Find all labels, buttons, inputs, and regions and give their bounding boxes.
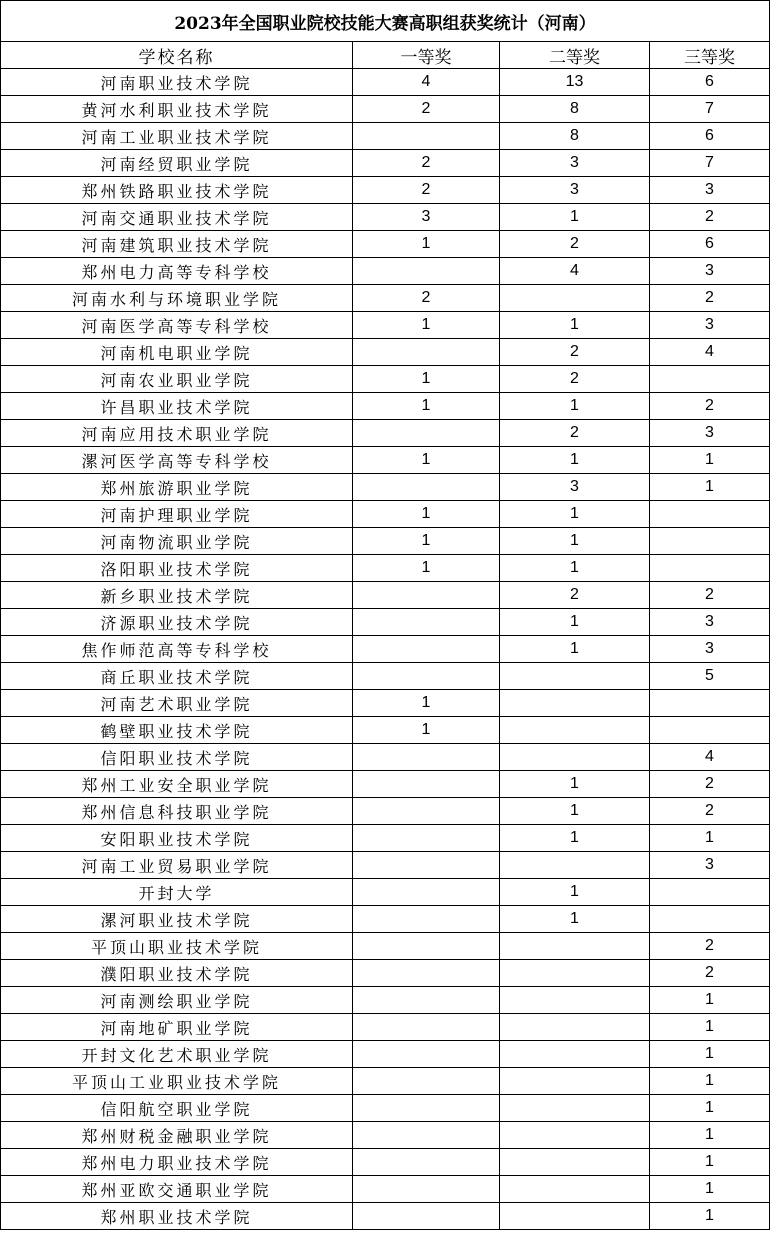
- second-prize-cell[interactable]: 8: [500, 123, 650, 150]
- table-row: [1, 69, 770, 96]
- school-name-cell[interactable]: 河南工业职业技术学院: [1, 123, 353, 150]
- second-prize-cell[interactable]: 1: [500, 771, 650, 798]
- first-prize-cell[interactable]: 1: [353, 717, 500, 744]
- header-first-prize[interactable]: 一等奖: [353, 42, 500, 69]
- school-name-cell[interactable]: 河南建筑职业技术学院: [1, 231, 353, 258]
- second-prize-cell[interactable]: [500, 1014, 650, 1041]
- third-prize-cell[interactable]: 1: [650, 987, 770, 1014]
- table-row: [1, 393, 770, 420]
- first-prize-cell[interactable]: [353, 852, 500, 879]
- table-row: [1, 933, 770, 960]
- table-row: [1, 528, 770, 555]
- table-row: [1, 555, 770, 582]
- second-prize-cell[interactable]: [500, 1149, 650, 1176]
- table-row: [1, 150, 770, 177]
- third-prize-cell[interactable]: 2: [650, 204, 770, 231]
- first-prize-cell[interactable]: [353, 1041, 500, 1068]
- first-prize-cell[interactable]: 4: [353, 69, 500, 96]
- second-prize-cell[interactable]: [500, 1176, 650, 1203]
- third-prize-cell[interactable]: 3: [650, 636, 770, 663]
- second-prize-cell[interactable]: 1: [500, 636, 650, 663]
- table-body: [1, 69, 770, 1230]
- second-prize-cell[interactable]: [500, 285, 650, 312]
- second-prize-cell[interactable]: [500, 717, 650, 744]
- second-prize-cell[interactable]: 1: [500, 312, 650, 339]
- table-row: [1, 582, 770, 609]
- first-prize-cell[interactable]: 1: [353, 501, 500, 528]
- school-name-cell[interactable]: 商丘职业技术学院: [1, 663, 353, 690]
- first-prize-cell[interactable]: [353, 960, 500, 987]
- table-row: [1, 852, 770, 879]
- second-prize-cell[interactable]: [500, 933, 650, 960]
- first-prize-cell[interactable]: [353, 1095, 500, 1122]
- third-prize-cell[interactable]: 2: [650, 960, 770, 987]
- table-row: [1, 1176, 770, 1203]
- school-name-cell[interactable]: 河南护理职业学院: [1, 501, 353, 528]
- third-prize-cell[interactable]: 2: [650, 771, 770, 798]
- table-row: [1, 312, 770, 339]
- header-second-prize[interactable]: 二等奖: [500, 42, 650, 69]
- first-prize-cell[interactable]: 1: [353, 366, 500, 393]
- first-prize-cell[interactable]: [353, 609, 500, 636]
- third-prize-cell[interactable]: 1: [650, 1149, 770, 1176]
- second-prize-cell[interactable]: 3: [500, 474, 650, 501]
- first-prize-cell[interactable]: 1: [353, 447, 500, 474]
- first-prize-cell[interactable]: 3: [353, 204, 500, 231]
- second-prize-cell[interactable]: [500, 1041, 650, 1068]
- table-row: [1, 1122, 770, 1149]
- third-prize-cell[interactable]: 6: [650, 69, 770, 96]
- school-name-cell[interactable]: 漯河职业技术学院: [1, 906, 353, 933]
- school-name-cell[interactable]: 鹤壁职业技术学院: [1, 717, 353, 744]
- school-name-cell[interactable]: 郑州铁路职业技术学院: [1, 177, 353, 204]
- third-prize-cell[interactable]: [650, 528, 770, 555]
- third-prize-cell[interactable]: 1: [650, 1203, 770, 1230]
- table-row: [1, 1149, 770, 1176]
- school-name-cell[interactable]: 漯河医学高等专科学校: [1, 447, 353, 474]
- first-prize-cell[interactable]: [353, 771, 500, 798]
- school-name-cell[interactable]: 郑州信息科技职业学院: [1, 798, 353, 825]
- second-prize-cell[interactable]: 4: [500, 258, 650, 285]
- school-name-cell[interactable]: 许昌职业技术学院: [1, 393, 353, 420]
- second-prize-cell[interactable]: [500, 1095, 650, 1122]
- first-prize-cell[interactable]: [353, 663, 500, 690]
- third-prize-cell[interactable]: 3: [650, 258, 770, 285]
- table-row: [1, 1095, 770, 1122]
- school-name-cell[interactable]: 信阳航空职业学院: [1, 1095, 353, 1122]
- school-name-cell[interactable]: 郑州工业安全职业学院: [1, 771, 353, 798]
- table-row: [1, 1068, 770, 1095]
- school-name-cell[interactable]: 河南测绘职业学院: [1, 987, 353, 1014]
- third-prize-cell[interactable]: [650, 906, 770, 933]
- first-prize-cell[interactable]: [353, 636, 500, 663]
- school-name-cell[interactable]: 开封大学: [1, 879, 353, 906]
- first-prize-cell[interactable]: [353, 123, 500, 150]
- second-prize-cell[interactable]: 1: [500, 609, 650, 636]
- second-prize-cell[interactable]: [500, 744, 650, 771]
- third-prize-cell[interactable]: 4: [650, 339, 770, 366]
- first-prize-cell[interactable]: [353, 933, 500, 960]
- school-name-cell[interactable]: 河南医学高等专科学校: [1, 312, 353, 339]
- second-prize-cell[interactable]: 8: [500, 96, 650, 123]
- first-prize-cell[interactable]: 1: [353, 231, 500, 258]
- second-prize-cell[interactable]: 2: [500, 231, 650, 258]
- third-prize-cell[interactable]: 2: [650, 393, 770, 420]
- first-prize-cell[interactable]: [353, 1014, 500, 1041]
- third-prize-cell[interactable]: 1: [650, 1095, 770, 1122]
- second-prize-cell[interactable]: [500, 1122, 650, 1149]
- third-prize-cell[interactable]: [650, 501, 770, 528]
- second-prize-cell[interactable]: [500, 1068, 650, 1095]
- school-name-cell[interactable]: 郑州财税金融职业学院: [1, 1122, 353, 1149]
- first-prize-cell[interactable]: [353, 825, 500, 852]
- table-row: [1, 123, 770, 150]
- third-prize-cell[interactable]: 2: [650, 582, 770, 609]
- second-prize-cell[interactable]: 1: [500, 501, 650, 528]
- school-name-cell[interactable]: 黄河水利职业技术学院: [1, 96, 353, 123]
- school-name-cell[interactable]: 郑州职业技术学院: [1, 1203, 353, 1230]
- second-prize-cell[interactable]: 1: [500, 906, 650, 933]
- school-name-cell[interactable]: 开封文化艺术职业学院: [1, 1041, 353, 1068]
- table-row: [1, 717, 770, 744]
- school-name-cell[interactable]: 平顶山职业技术学院: [1, 933, 353, 960]
- first-prize-cell[interactable]: 2: [353, 177, 500, 204]
- first-prize-cell[interactable]: [353, 258, 500, 285]
- header-row: [1, 42, 770, 69]
- school-name-cell[interactable]: 信阳职业技术学院: [1, 744, 353, 771]
- first-prize-cell[interactable]: [353, 744, 500, 771]
- header-school-name[interactable]: 学校名称: [1, 42, 353, 69]
- first-prize-cell[interactable]: 2: [353, 150, 500, 177]
- first-prize-cell[interactable]: 1: [353, 690, 500, 717]
- first-prize-cell[interactable]: [353, 798, 500, 825]
- third-prize-cell[interactable]: 1: [650, 474, 770, 501]
- third-prize-cell[interactable]: 1: [650, 447, 770, 474]
- first-prize-cell[interactable]: [353, 987, 500, 1014]
- first-prize-cell[interactable]: [353, 582, 500, 609]
- second-prize-cell[interactable]: 2: [500, 582, 650, 609]
- table-row: [1, 1014, 770, 1041]
- second-prize-cell[interactable]: 1: [500, 528, 650, 555]
- school-name-cell[interactable]: 河南机电职业学院: [1, 339, 353, 366]
- first-prize-cell[interactable]: 1: [353, 555, 500, 582]
- first-prize-cell[interactable]: 1: [353, 312, 500, 339]
- third-prize-cell[interactable]: 1: [650, 1068, 770, 1095]
- table-row: [1, 501, 770, 528]
- second-prize-cell[interactable]: 3: [500, 150, 650, 177]
- school-name-cell[interactable]: 濮阳职业技术学院: [1, 960, 353, 987]
- table-row: [1, 204, 770, 231]
- school-name-cell[interactable]: 河南职业技术学院: [1, 69, 353, 96]
- school-name-cell[interactable]: 平顶山工业职业技术学院: [1, 1068, 353, 1095]
- table-row: [1, 258, 770, 285]
- table-row: [1, 798, 770, 825]
- third-prize-cell[interactable]: 5: [650, 663, 770, 690]
- table-row: [1, 1203, 770, 1230]
- third-prize-cell[interactable]: [650, 879, 770, 906]
- third-prize-cell[interactable]: 2: [650, 285, 770, 312]
- second-prize-cell[interactable]: 1: [500, 798, 650, 825]
- table-row: [1, 663, 770, 690]
- school-name-cell[interactable]: 焦作师范高等专科学校: [1, 636, 353, 663]
- third-prize-cell[interactable]: 7: [650, 150, 770, 177]
- third-prize-cell[interactable]: 2: [650, 933, 770, 960]
- table-row: [1, 366, 770, 393]
- third-prize-cell[interactable]: 1: [650, 1014, 770, 1041]
- table-row: [1, 285, 770, 312]
- first-prize-cell[interactable]: [353, 474, 500, 501]
- third-prize-cell[interactable]: 3: [650, 312, 770, 339]
- second-prize-cell[interactable]: 1: [500, 447, 650, 474]
- third-prize-cell[interactable]: [650, 717, 770, 744]
- second-prize-cell[interactable]: 1: [500, 555, 650, 582]
- third-prize-cell[interactable]: 1: [650, 1176, 770, 1203]
- third-prize-cell[interactable]: 1: [650, 825, 770, 852]
- school-name-cell[interactable]: 济源职业技术学院: [1, 609, 353, 636]
- school-name-cell[interactable]: 郑州旅游职业学院: [1, 474, 353, 501]
- second-prize-cell[interactable]: 1: [500, 825, 650, 852]
- second-prize-cell[interactable]: 2: [500, 339, 650, 366]
- third-prize-cell[interactable]: 3: [650, 177, 770, 204]
- table-row: [1, 636, 770, 663]
- school-name-cell[interactable]: 洛阳职业技术学院: [1, 555, 353, 582]
- first-prize-cell[interactable]: [353, 1149, 500, 1176]
- second-prize-cell[interactable]: [500, 987, 650, 1014]
- first-prize-cell[interactable]: [353, 1176, 500, 1203]
- first-prize-cell[interactable]: [353, 1203, 500, 1230]
- table-row: [1, 339, 770, 366]
- table-row: [1, 825, 770, 852]
- table-row: [1, 771, 770, 798]
- first-prize-cell[interactable]: [353, 339, 500, 366]
- second-prize-cell[interactable]: 13: [500, 69, 650, 96]
- third-prize-cell[interactable]: [650, 690, 770, 717]
- first-prize-cell[interactable]: 1: [353, 528, 500, 555]
- third-prize-cell[interactable]: [650, 555, 770, 582]
- second-prize-cell[interactable]: [500, 663, 650, 690]
- table-row: [1, 609, 770, 636]
- second-prize-cell[interactable]: [500, 1203, 650, 1230]
- third-prize-cell[interactable]: 3: [650, 420, 770, 447]
- second-prize-cell[interactable]: 2: [500, 366, 650, 393]
- second-prize-cell[interactable]: 1: [500, 879, 650, 906]
- second-prize-cell[interactable]: [500, 852, 650, 879]
- table-row: [1, 447, 770, 474]
- school-name-cell[interactable]: 郑州亚欧交通职业学院: [1, 1176, 353, 1203]
- school-name-cell[interactable]: 河南应用技术职业学院: [1, 420, 353, 447]
- school-name-cell[interactable]: 河南工业贸易职业学院: [1, 852, 353, 879]
- table-row: [1, 96, 770, 123]
- first-prize-cell[interactable]: [353, 1122, 500, 1149]
- table-row: [1, 231, 770, 258]
- first-prize-cell[interactable]: [353, 420, 500, 447]
- school-name-cell[interactable]: 郑州电力职业技术学院: [1, 1149, 353, 1176]
- table-row: [1, 420, 770, 447]
- second-prize-cell[interactable]: 1: [500, 204, 650, 231]
- table-row: [1, 960, 770, 987]
- table-title[interactable]: 2023年全国职业院校技能大赛高职组获奖统计（河南）: [1, 1, 770, 42]
- first-prize-cell[interactable]: [353, 906, 500, 933]
- third-prize-cell[interactable]: [650, 366, 770, 393]
- school-name-cell[interactable]: 河南经贸职业学院: [1, 150, 353, 177]
- school-name-cell[interactable]: 河南农业职业学院: [1, 366, 353, 393]
- first-prize-cell[interactable]: [353, 879, 500, 906]
- third-prize-cell[interactable]: 4: [650, 744, 770, 771]
- school-name-cell[interactable]: 郑州电力高等专科学校: [1, 258, 353, 285]
- table-row: [1, 177, 770, 204]
- table-row: [1, 906, 770, 933]
- school-name-cell[interactable]: 安阳职业技术学院: [1, 825, 353, 852]
- table-row: [1, 690, 770, 717]
- school-name-cell[interactable]: 新乡职业技术学院: [1, 582, 353, 609]
- first-prize-cell[interactable]: 2: [353, 285, 500, 312]
- third-prize-cell[interactable]: 1: [650, 1122, 770, 1149]
- school-name-cell[interactable]: 河南水利与环境职业学院: [1, 285, 353, 312]
- third-prize-cell[interactable]: 2: [650, 798, 770, 825]
- third-prize-cell[interactable]: 3: [650, 852, 770, 879]
- second-prize-cell[interactable]: 2: [500, 420, 650, 447]
- school-name-cell[interactable]: 河南物流职业学院: [1, 528, 353, 555]
- third-prize-cell[interactable]: 6: [650, 231, 770, 258]
- table-row: [1, 987, 770, 1014]
- title-row: [1, 1, 770, 42]
- second-prize-cell[interactable]: [500, 690, 650, 717]
- second-prize-cell[interactable]: 1: [500, 393, 650, 420]
- table-row: [1, 744, 770, 771]
- second-prize-cell[interactable]: [500, 960, 650, 987]
- first-prize-cell[interactable]: 2: [353, 96, 500, 123]
- table-row: [1, 1041, 770, 1068]
- third-prize-cell[interactable]: 6: [650, 123, 770, 150]
- third-prize-cell[interactable]: 3: [650, 609, 770, 636]
- second-prize-cell[interactable]: 3: [500, 177, 650, 204]
- third-prize-cell[interactable]: 7: [650, 96, 770, 123]
- first-prize-cell[interactable]: 1: [353, 393, 500, 420]
- first-prize-cell[interactable]: [353, 1068, 500, 1095]
- table-row: [1, 879, 770, 906]
- school-name-cell[interactable]: 河南地矿职业学院: [1, 1014, 353, 1041]
- header-third-prize[interactable]: 三等奖: [650, 42, 770, 69]
- school-name-cell[interactable]: 河南艺术职业学院: [1, 690, 353, 717]
- school-name-cell[interactable]: 河南交通职业技术学院: [1, 204, 353, 231]
- third-prize-cell[interactable]: 1: [650, 1041, 770, 1068]
- table-row: [1, 474, 770, 501]
